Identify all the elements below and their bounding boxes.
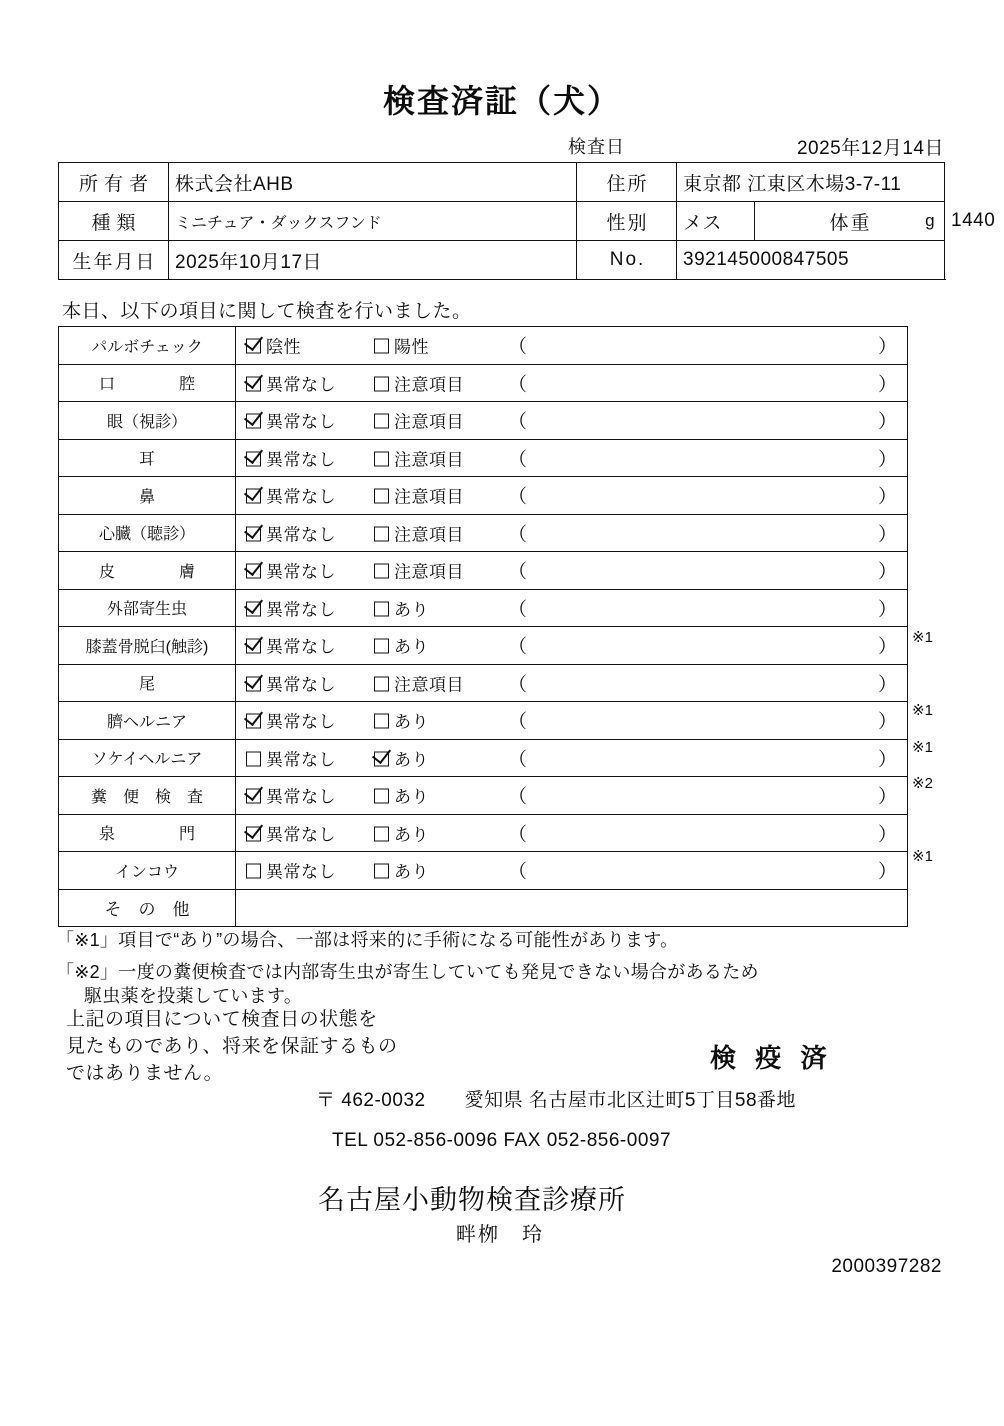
checklist-item-label: パルボチェック xyxy=(59,327,236,365)
checkbox-option-1[interactable] xyxy=(246,820,336,845)
checkbox-option-1[interactable] xyxy=(246,333,301,358)
footnote-marker: ※1 xyxy=(912,702,933,719)
remark-paren-close: ） xyxy=(877,749,897,771)
footnote-2b: 駆虫薬を投薬しています。 xyxy=(84,986,303,1006)
quarantine-stamp: 検 疫 済 xyxy=(710,1043,833,1073)
checkbox-option-1[interactable] xyxy=(246,783,336,808)
remark-paren-close: ） xyxy=(877,449,897,471)
checkbox-option-1-label: 異常なし xyxy=(266,750,336,770)
clinic-person: 畔栁 玲 xyxy=(456,1224,544,1246)
serial-number: 2000397282 xyxy=(831,1256,942,1277)
checkbox-option-1-label: 異常なし xyxy=(266,825,336,845)
table-row xyxy=(59,552,908,590)
footnote-2: 「※2」一度の糞便検査では内部寄生虫が寄生していても発見できない場合があるため xyxy=(56,962,759,982)
checkbox-icon[interactable] xyxy=(374,714,389,729)
remark-paren-close: ） xyxy=(877,486,897,508)
checkbox-option-1-label: 異常なし xyxy=(266,862,336,882)
checklist-options xyxy=(236,852,908,890)
table-row xyxy=(59,739,908,777)
checkbox-option-2-label: あり xyxy=(394,750,429,770)
checkbox-icon[interactable] xyxy=(374,339,389,354)
checkbox-icon[interactable] xyxy=(246,789,261,804)
checkbox-icon[interactable] xyxy=(246,526,261,541)
remark-paren-close: ） xyxy=(877,636,897,658)
checkbox-icon[interactable] xyxy=(246,339,261,354)
checkbox-option-2-label: あり xyxy=(394,637,429,657)
remark-paren-open: （ xyxy=(508,336,528,358)
remark-paren-open: （ xyxy=(508,486,528,508)
checkbox-option-2[interactable] xyxy=(374,483,464,508)
checkbox-option-2[interactable] xyxy=(374,708,429,733)
checklist-item-label: 口 腔 xyxy=(59,364,236,402)
checkbox-option-2[interactable] xyxy=(374,408,464,433)
checkbox-option-1[interactable] xyxy=(246,745,336,770)
no-value: 392145000847505 xyxy=(677,241,945,280)
footnote-marker: ※1 xyxy=(912,848,933,865)
remark-paren-close: ） xyxy=(877,561,897,583)
sex-label: 性別 xyxy=(577,202,677,241)
checkbox-icon[interactable] xyxy=(246,489,261,504)
table-row xyxy=(59,402,908,440)
checkbox-option-1[interactable] xyxy=(246,708,336,733)
checkbox-option-2[interactable] xyxy=(374,445,464,470)
checklist-options xyxy=(236,739,908,777)
table-row xyxy=(59,627,908,665)
checkbox-option-2-label: 注意項目 xyxy=(394,525,464,545)
checkbox-option-1[interactable] xyxy=(246,858,336,883)
checklist-item-label: 糞 便 検 査 xyxy=(59,777,236,815)
checklist-item-label: 皮 膚 xyxy=(59,552,236,590)
table-row xyxy=(59,814,908,852)
clinic-address: 〒 462-0032 愛知県 名古屋市北区辻町5丁目58番地 xyxy=(316,1090,797,1111)
checkbox-option-1-label: 異常なし xyxy=(266,412,336,432)
table-row xyxy=(59,852,908,890)
checklist-options xyxy=(236,777,908,815)
checkbox-option-1[interactable] xyxy=(246,445,336,470)
checkbox-option-2-label: あり xyxy=(394,600,429,620)
intro-text: 本日、以下の項目に関して検査を行いました。 xyxy=(62,301,472,322)
remark-paren-open: （ xyxy=(508,599,528,621)
checkbox-option-1-label: 異常なし xyxy=(266,375,336,395)
owner-label: 所有者 xyxy=(59,163,169,202)
statement-line: 見たものであり、将来を保証するもの xyxy=(66,1036,398,1057)
checkbox-option-2[interactable] xyxy=(374,558,464,583)
checkbox-option-2[interactable] xyxy=(374,670,464,695)
checkbox-option-1-label: 陰性 xyxy=(266,337,301,357)
checkbox-option-2[interactable] xyxy=(374,745,429,770)
checkbox-option-1[interactable] xyxy=(246,595,336,620)
remark-paren-open: （ xyxy=(508,411,528,433)
checklist-item-label: 耳 xyxy=(59,439,236,477)
checkbox-icon[interactable] xyxy=(246,639,261,654)
footnote-1: 「※1」項目で“あり”の場合、一部は将来的に手術になる可能性があります。 xyxy=(56,930,679,950)
remark-paren-open: （ xyxy=(508,524,528,546)
other-row-value[interactable] xyxy=(236,889,908,927)
weight-unit: g xyxy=(925,211,936,230)
table-row xyxy=(59,439,908,477)
exam-date-row xyxy=(60,133,944,157)
checkbox-icon[interactable] xyxy=(246,676,261,691)
checkbox-icon[interactable] xyxy=(374,751,389,766)
table-row xyxy=(59,702,908,740)
remark-paren-close: ） xyxy=(877,374,897,396)
checkbox-icon[interactable] xyxy=(374,451,389,466)
remark-paren-close: ） xyxy=(877,711,897,733)
checkbox-icon[interactable] xyxy=(374,789,389,804)
checkbox-option-2[interactable] xyxy=(374,520,464,545)
remark-paren-close: ） xyxy=(877,861,897,883)
checkbox-option-2-label: 注意項目 xyxy=(394,675,464,695)
checklist-options xyxy=(236,327,908,365)
checklist-options xyxy=(236,364,908,402)
checklist-item-label: 心臓（聴診） xyxy=(59,514,236,552)
remark-paren-close: ） xyxy=(877,599,897,621)
table-row xyxy=(59,889,908,927)
checklist-options xyxy=(236,402,908,440)
clinic-tel: TEL 052-856-0096 FAX 052-856-0097 xyxy=(332,1130,672,1151)
checkbox-option-2-label: 陽性 xyxy=(394,337,429,357)
remark-paren-close: ） xyxy=(877,824,897,846)
checkbox-option-1[interactable] xyxy=(246,408,336,433)
remark-paren-close: ） xyxy=(877,674,897,696)
checkbox-option-2-label: あり xyxy=(394,712,429,732)
table-row xyxy=(59,364,908,402)
checkbox-icon[interactable] xyxy=(374,601,389,616)
birth-value: 2025年10月17日 xyxy=(169,241,577,280)
checklist-item-label: 膝蓋骨脱臼(触診) xyxy=(59,627,236,665)
checkbox-option-2-label: あり xyxy=(394,787,429,807)
checkbox-option-2[interactable] xyxy=(374,858,429,883)
footnote-marker: ※1 xyxy=(912,629,933,646)
checkbox-option-1[interactable] xyxy=(246,483,336,508)
checkbox-option-2-label: 注意項目 xyxy=(394,375,464,395)
footnote-marker: ※2 xyxy=(912,775,933,792)
remark-paren-open: （ xyxy=(508,374,528,396)
remark-paren-open: （ xyxy=(508,674,528,696)
remark-paren-open: （ xyxy=(508,749,528,771)
checkbox-icon[interactable] xyxy=(374,676,389,691)
remark-paren-open: （ xyxy=(508,786,528,808)
remark-paren-open: （ xyxy=(508,711,528,733)
statement-line: 上記の項目について検査日の状態を xyxy=(66,1009,378,1030)
checkbox-option-2[interactable] xyxy=(374,820,429,845)
checklist-options xyxy=(236,814,908,852)
checkbox-option-1[interactable] xyxy=(246,370,336,395)
checkbox-option-1[interactable] xyxy=(246,520,336,545)
checklist-item-label: 尾 xyxy=(59,664,236,702)
table-row xyxy=(59,777,908,815)
table-row xyxy=(59,241,945,280)
checklist-table xyxy=(58,326,908,927)
checkbox-option-1-label: 異常なし xyxy=(266,600,336,620)
checkbox-icon[interactable] xyxy=(246,751,261,766)
checkbox-icon[interactable] xyxy=(374,639,389,654)
checkbox-option-2-label: 注意項目 xyxy=(394,487,464,507)
checkbox-icon[interactable] xyxy=(246,451,261,466)
checkbox-option-2-label: あり xyxy=(394,825,429,845)
checkbox-icon[interactable] xyxy=(246,376,261,391)
statement-text xyxy=(66,1006,398,1087)
checkbox-option-1-label: 異常なし xyxy=(266,450,336,470)
checklist-item-label: 外部寄生虫 xyxy=(59,589,236,627)
owner-value: 株式会社AHB xyxy=(169,163,577,202)
checkbox-icon[interactable] xyxy=(374,864,389,879)
checkbox-option-2-label: 注意項目 xyxy=(394,450,464,470)
checkbox-option-1[interactable] xyxy=(246,633,336,658)
checkbox-option-1-label: 異常なし xyxy=(266,712,336,732)
exam-date-value: 2025年12月14日 xyxy=(796,138,944,159)
checkbox-option-1[interactable] xyxy=(246,558,336,583)
weight-label: 体重 xyxy=(755,202,945,241)
remark-paren-open: （ xyxy=(508,824,528,846)
checkbox-option-2[interactable] xyxy=(374,595,429,620)
checklist-options xyxy=(236,514,908,552)
checklist-item-label: 臍ヘルニア xyxy=(59,702,236,740)
checkbox-option-2-label: あり xyxy=(394,862,429,882)
checkbox-icon[interactable] xyxy=(374,376,389,391)
checkbox-option-2[interactable] xyxy=(374,370,464,395)
checklist-options xyxy=(236,477,908,515)
remark-paren-open: （ xyxy=(508,449,528,471)
other-row-label: そ の 他 xyxy=(59,889,236,927)
table-row xyxy=(59,514,908,552)
header-table xyxy=(58,162,996,280)
statement-line: ではありません。 xyxy=(66,1063,224,1084)
checkbox-icon[interactable] xyxy=(246,601,261,616)
checkbox-option-1-label: 異常なし xyxy=(266,562,336,582)
remark-paren-open: （ xyxy=(508,636,528,658)
table-row xyxy=(59,163,945,202)
breed-value: ミニチュア・ダックスフンド xyxy=(169,202,577,241)
checklist-options xyxy=(236,627,908,665)
checkbox-icon[interactable] xyxy=(374,489,389,504)
checkbox-icon[interactable] xyxy=(374,414,389,429)
checkbox-option-2-label: 注意項目 xyxy=(394,562,464,582)
checkbox-option-1-label: 異常なし xyxy=(266,787,336,807)
checkbox-icon[interactable] xyxy=(246,826,261,841)
checkbox-icon[interactable] xyxy=(374,526,389,541)
weight-value: 1440 xyxy=(951,210,996,231)
checklist-item-label: 泉 門 xyxy=(59,814,236,852)
checklist-options xyxy=(236,552,908,590)
checklist-options xyxy=(236,589,908,627)
remark-paren-close: ） xyxy=(877,336,897,358)
remark-paren-close: ） xyxy=(877,524,897,546)
checkbox-icon[interactable] xyxy=(374,826,389,841)
birth-label: 生年月日 xyxy=(59,241,169,280)
table-row xyxy=(59,202,945,241)
address-value: 東京都 江東区木場3-7-11 xyxy=(677,163,945,202)
no-label: No. xyxy=(577,241,677,280)
checklist-item-label: 鼻 xyxy=(59,477,236,515)
checkbox-option-1-label: 異常なし xyxy=(266,637,336,657)
checkbox-icon[interactable] xyxy=(246,414,261,429)
address-label: 住所 xyxy=(577,163,677,202)
footnote-marker: ※1 xyxy=(912,738,933,756)
remark-paren-close: ） xyxy=(877,786,897,808)
checkbox-option-2[interactable] xyxy=(374,333,429,358)
remark-paren-open: （ xyxy=(508,561,528,583)
checklist-item-label: ソケイヘルニア xyxy=(59,739,236,777)
checkbox-option-1-label: 異常なし xyxy=(266,675,336,695)
table-row xyxy=(59,664,908,702)
checkbox-icon[interactable] xyxy=(374,564,389,579)
checkbox-option-2[interactable] xyxy=(374,783,429,808)
checklist-item-label: 眼（視診） xyxy=(59,402,236,440)
remark-paren-close: ） xyxy=(877,411,897,433)
table-row xyxy=(59,589,908,627)
exam-date-label: 検査日 xyxy=(568,137,625,157)
table-row xyxy=(59,477,908,515)
checkbox-option-2[interactable] xyxy=(374,633,429,658)
clinic-name: 名古屋小動物検査診療所 xyxy=(318,1185,626,1215)
sex-value: メス xyxy=(677,202,755,241)
checkbox-icon[interactable] xyxy=(246,714,261,729)
checkbox-icon[interactable] xyxy=(246,864,261,879)
table-row xyxy=(59,327,908,365)
remark-paren-open: （ xyxy=(508,861,528,883)
checkbox-option-1[interactable] xyxy=(246,670,336,695)
page-title: 検査済証（犬） xyxy=(382,83,621,119)
breed-label: 種類 xyxy=(59,202,169,241)
checklist-item-label: インコウ xyxy=(59,852,236,890)
checkbox-icon[interactable] xyxy=(246,564,261,579)
checklist-options xyxy=(236,702,908,740)
checklist-options xyxy=(236,439,908,477)
checkbox-option-1-label: 異常なし xyxy=(266,487,336,507)
checkbox-option-2-label: 注意項目 xyxy=(394,412,464,432)
checklist-options xyxy=(236,664,908,702)
checkbox-option-1-label: 異常なし xyxy=(266,525,336,545)
